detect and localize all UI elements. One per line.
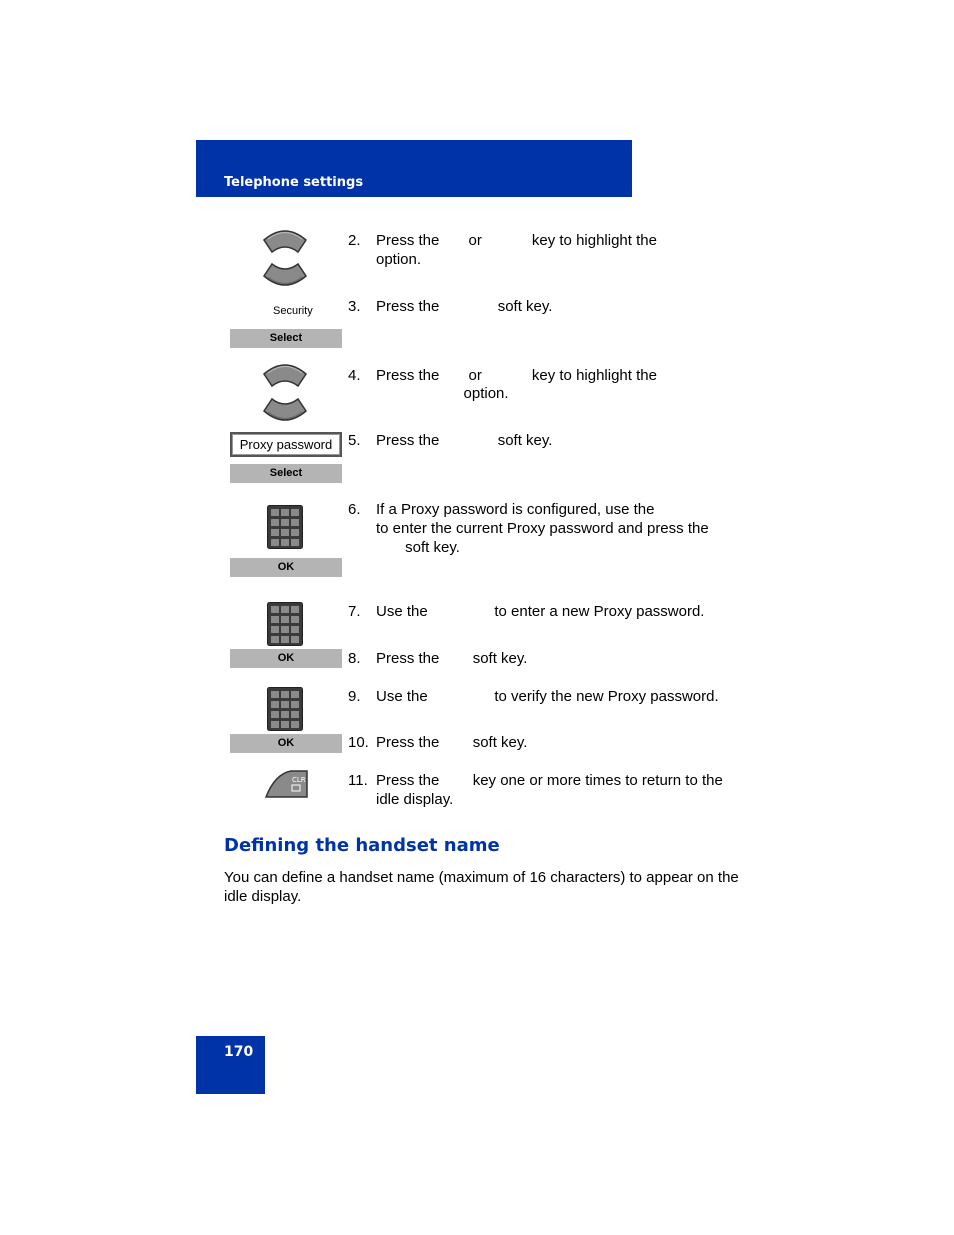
ok-softkey[interactable]: OK <box>230 649 342 668</box>
page-number: 170 <box>224 1044 254 1060</box>
select-softkey[interactable]: Select <box>230 329 342 348</box>
keypad-icon <box>267 602 303 646</box>
proxy-password-option: Proxy password <box>230 432 342 457</box>
clear-key-icon <box>265 770 309 798</box>
ok-softkey[interactable]: OK <box>230 734 342 753</box>
header-bar <box>196 140 632 197</box>
ok-softkey[interactable]: OK <box>230 558 342 577</box>
down-key-icon <box>262 397 308 425</box>
section-paragraph: You can define a handset name (maximum of 16 characters) to appear on the idle display. <box>224 869 739 905</box>
up-key-icon <box>262 360 308 388</box>
security-option-label: Security <box>273 305 313 317</box>
select-softkey[interactable]: Select <box>230 464 342 483</box>
header-title: Telephone settings <box>224 175 364 190</box>
keypad-icon <box>267 505 303 549</box>
down-key-icon <box>262 262 308 290</box>
page-number-tab <box>196 1036 265 1094</box>
section-heading: Defining the handset name <box>224 835 500 856</box>
up-key-icon <box>262 226 308 254</box>
keypad-icon <box>267 687 303 731</box>
clear-key-text: CLR <box>292 776 306 784</box>
